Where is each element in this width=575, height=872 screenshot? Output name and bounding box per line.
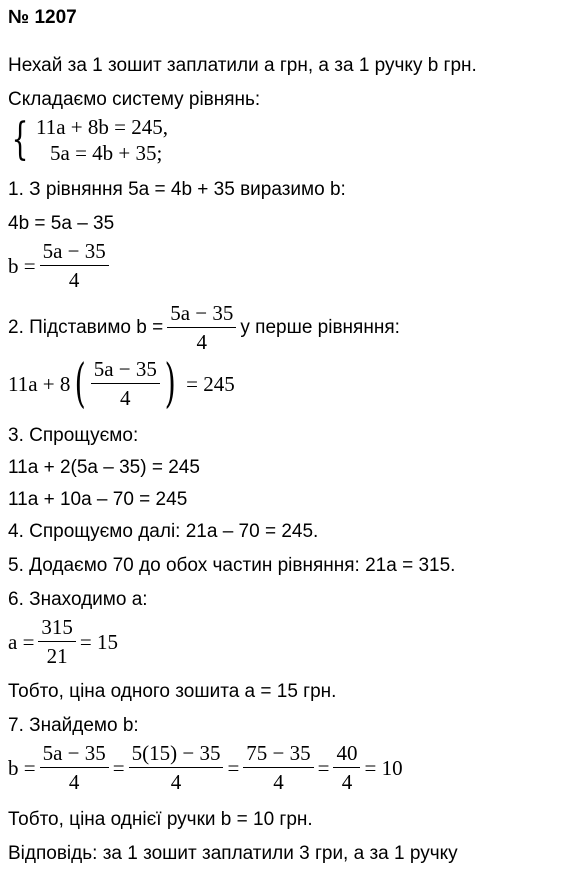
b-calc-fraction-2 <box>129 742 224 794</box>
a-expression-lhs: a = <box>8 629 35 654</box>
fraction-numerator: 5a − 35 <box>91 358 160 384</box>
step-2-fraction <box>167 302 236 354</box>
result-b: Тобто, ціна однієї ручки b = 10 грн. <box>8 809 313 830</box>
right-paren: ) <box>164 354 176 415</box>
fraction-denominator: 4 <box>120 386 131 411</box>
fraction-numerator: 40 <box>333 742 360 768</box>
substitution-equation <box>8 354 235 415</box>
intro-text: Нехай за 1 зошит заплатили a грн, а за 1 ручку b грн. <box>8 55 477 76</box>
fraction-denominator: 4 <box>196 330 208 355</box>
step-1: 1. З рівняння 5a = 4b + 35 виразимо b: <box>8 179 346 200</box>
b-calculation-rhs: = 10 <box>364 755 403 780</box>
fraction-numerator: 5a − 35 <box>40 742 109 768</box>
b-expression <box>8 240 113 292</box>
b-calculation <box>8 742 403 794</box>
step-2-suffix: у перше рівняння: <box>240 317 400 339</box>
left-paren: ( <box>74 354 87 415</box>
step-3-equation-2: 11a + 10a – 70 = 245 <box>8 489 188 510</box>
fraction-denominator: 4 <box>68 770 80 795</box>
fraction-numerator: 5(15) − 35 <box>129 742 224 768</box>
fraction-denominator: 4 <box>68 268 80 293</box>
system-equation-2: 5a = 4b + 35; <box>50 141 163 166</box>
system-equation-1: 11a + 8b = 245, <box>36 115 168 139</box>
step-4: 4. Спрощуємо далі: 21a – 70 = 245. <box>8 521 319 542</box>
b-expression-lhs: b = <box>8 253 36 278</box>
a-expression-fraction <box>38 616 76 668</box>
fraction-numerator: 315 <box>38 616 76 642</box>
equation-system <box>6 114 168 167</box>
substitution-fraction <box>91 358 160 410</box>
step-2-prefix: 2. Підставимо b = <box>8 317 164 339</box>
b-calculation-lhs: b = <box>8 755 36 780</box>
a-expression-rhs: = 15 <box>79 629 119 654</box>
step-5: 5. Додаємо 70 до обох частин рівняння: 21a = 315. <box>8 555 456 576</box>
substitution-rhs: = 245 <box>186 371 235 396</box>
step-7: 7. Знайдемо b: <box>8 715 139 736</box>
equals-sign: = <box>317 755 330 780</box>
problem-number: № 1207 <box>8 7 77 28</box>
step-3-equation-1: 11a + 2(5a – 35) = 245 <box>8 457 200 478</box>
result-a: Тобто, ціна одного зошита a = 15 грн. <box>8 681 337 702</box>
fraction-numerator: 75 − 35 <box>243 742 313 768</box>
system-label: Складаємо систему рівнянь: <box>8 89 261 110</box>
a-expression <box>8 616 118 668</box>
step-2 <box>8 302 400 354</box>
b-expression-fraction <box>40 240 109 292</box>
fraction-denominator: 21 <box>46 644 68 669</box>
equals-sign: = <box>112 755 125 780</box>
b-calc-fraction-1 <box>40 742 109 794</box>
equals-sign: = <box>227 755 240 780</box>
fraction-numerator: 5a − 35 <box>167 302 236 328</box>
b-calc-fraction-4 <box>333 742 360 794</box>
substitution-lhs: 11a + 8 <box>8 371 71 396</box>
answer-text: Відповідь: за 1 зошит заплатили 3 гри, а за 1 ручку <box>8 843 458 864</box>
step-6: 6. Знаходимо a: <box>8 589 148 610</box>
fraction-denominator: 4 <box>341 770 353 795</box>
step-1-equation: 4b = 5a – 35 <box>8 213 115 234</box>
fraction-denominator: 4 <box>273 770 284 795</box>
b-calc-fraction-3 <box>243 742 313 794</box>
step-3: 3. Спрощуємо: <box>8 425 139 446</box>
fraction-denominator: 4 <box>170 770 182 795</box>
system-brace: { <box>11 114 29 166</box>
fraction-numerator: 5a − 35 <box>40 240 109 266</box>
